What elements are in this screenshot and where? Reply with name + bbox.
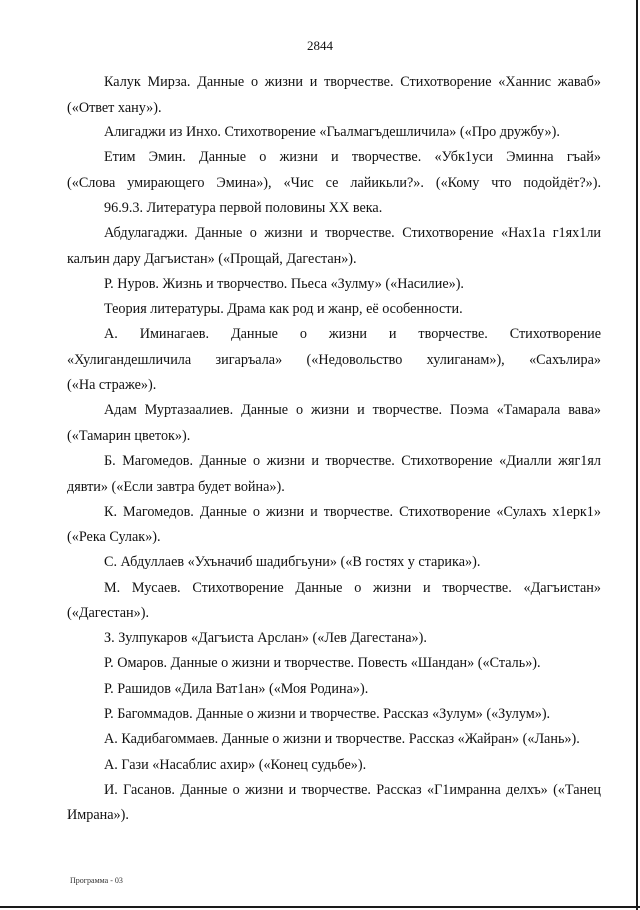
text-line: Р. Рашидов «Дила Ват1ан» («Моя Родина»).: [104, 681, 369, 697]
text-line: Алигаджи из Инхо. Стихотворение «Гьалмагъдешличила» («Про дружбу»).: [104, 124, 560, 140]
text-line: З. Зулпукаров «Дагъиста Арслан» («Лев Дагестана»).: [104, 630, 427, 646]
text-line: А. Иминагаев. Данные о жизни и творчестве. Стихотворение: [104, 326, 601, 342]
text-line: Имрана»).: [67, 807, 129, 823]
page-number: 2844: [307, 38, 333, 53]
text-line: («На страже»).: [67, 377, 157, 393]
text-line: («Река Сулак»).: [67, 529, 161, 545]
text-line: калъин дару Дагъистан» («Прощай, Дагестан»).: [67, 251, 357, 267]
text-line: «Хулигандешличила зигаръала» («Недовольство хулиганам»), «Сахълира»: [67, 352, 601, 368]
text-line: Калук Мирза. Данные о жизни и творчестве. Стихотворение «Ханнис жаваб»: [104, 74, 601, 90]
text-line: С. Абдуллаев «Ухъначиб шадибгьуни» («В гостях у старика»).: [104, 554, 481, 570]
text-line: Р. Омаров. Данные о жизни и творчестве. Повесть «Шандан» («Сталь»).: [104, 655, 541, 671]
text-line: Теория литературы. Драма как род и жанр, её особенности.: [104, 301, 463, 317]
text-line: («Дагестан»).: [67, 605, 150, 621]
text-line: Абдулагаджи. Данные о жизни и творчестве. Стихотворение «Нах1а г1ях1ли: [104, 225, 601, 241]
text-line: дявти» («Если завтра будет война»).: [67, 479, 285, 495]
page-edge-bottom: [0, 906, 640, 908]
text-line: Б. Магомедов. Данные о жизни и творчестве. Стихотворение «Диалли жяг1ял: [104, 453, 601, 469]
text-line: («Слова умирающего Эмина»), «Чис се лайикьли?». («Кому что подойдёт?»).: [67, 175, 601, 191]
text-line: К. Магомедов. Данные о жизни и творчестве. Стихотворение «Сулахъ х1ерк1»: [104, 504, 601, 520]
footer-label: Программа - 03: [70, 876, 123, 885]
text-line: Р. Нуров. Жизнь и творчество. Пьеса «Зулму» («Насилие»).: [104, 276, 464, 292]
text-line: М. Мусаев. Стихотворение Данные о жизни и творчестве. «Дагъистан»: [104, 580, 601, 596]
text-line: И. Гасанов. Данные о жизни и творчестве. Рассказ «Г1имранна делхъ» («Танец: [104, 782, 601, 798]
text-line: 96.9.3. Литература первой половины XX века.: [104, 200, 383, 216]
text-line: А. Гази «Насаблис ахир» («Конец судьбе»).: [104, 757, 367, 773]
text-line: А. Кадибагоммаев. Данные о жизни и творчестве. Рассказ «Жайран» («Лань»).: [104, 731, 580, 747]
page-edge-right: [636, 0, 638, 910]
text-line: («Ответ хану»).: [67, 100, 162, 116]
text-line: Адам Муртазаалиев. Данные о жизни и творчестве. Поэма «Тамарала вава»: [104, 402, 601, 418]
text-line: («Тамарин цветок»).: [67, 428, 191, 444]
text-line: Етим Эмин. Данные о жизни и творчестве. «Убк1уси Эминна гъай»: [104, 149, 601, 165]
text-line: Р. Багоммадов. Данные о жизни и творчестве. Рассказ «Зулум» («Зулум»).: [104, 706, 551, 722]
